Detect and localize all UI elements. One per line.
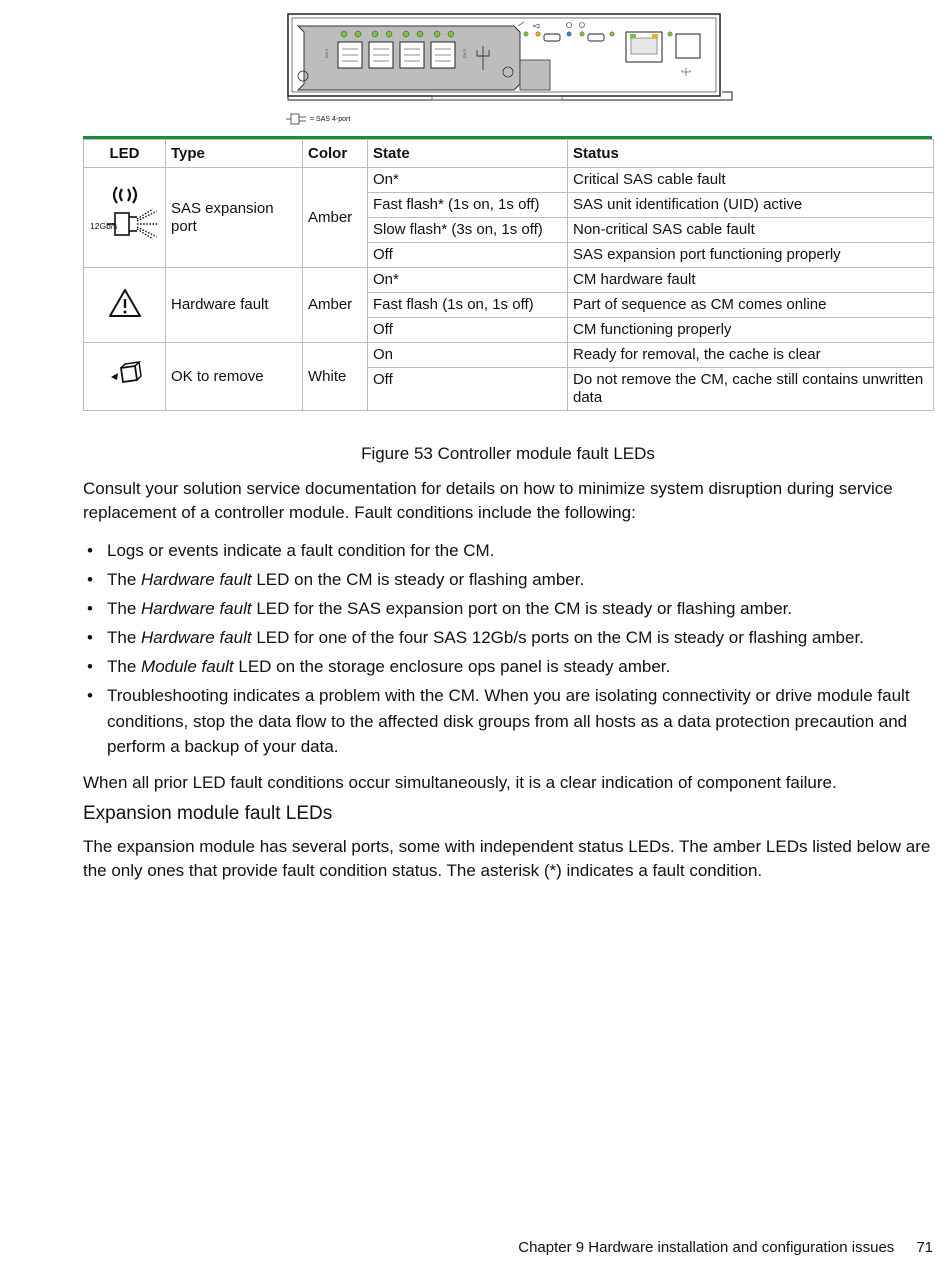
figure-legend: [286, 113, 350, 125]
state-cell: Fast flash* (1s on, 1s off): [368, 193, 568, 218]
status-cell: CM hardware fault: [568, 268, 934, 293]
sas-port-legend-icon: [286, 113, 308, 125]
page-footer: [518, 1239, 933, 1256]
state-cell: Off: [368, 318, 568, 343]
warning-triangle-icon: [107, 287, 143, 319]
status-cell: Part of sequence as CM comes online: [568, 293, 934, 318]
type-cell: Hardware fault: [166, 268, 303, 343]
status-cell: SAS expansion port functioning properly: [568, 243, 934, 268]
section-heading: Expansion module fault LEDs: [83, 803, 333, 824]
type-cell: SAS expansion port: [166, 168, 303, 268]
table-row: [84, 268, 934, 293]
figure-caption: Figure 53 Controller module fault LEDs: [361, 444, 655, 463]
ok-to-remove-icon: [107, 360, 143, 388]
led-icon-cell: [84, 268, 166, 343]
led-icon-cell: [84, 168, 166, 268]
intro-paragraph: Consult your solution service documentation for details on how to minimize system disruption during service replacement of a controller module. Fault conditions include the following:: [83, 479, 893, 522]
list-item: • Logs or events indicate a fault condition for the CM.: [83, 538, 935, 564]
state-cell: Slow flash* (3s on, 1s off): [368, 218, 568, 243]
port-label-ch2: CH 2: [462, 48, 467, 58]
table-header-row: [84, 140, 934, 168]
table-row: [84, 343, 934, 368]
speed-label: 12Gb/s: [90, 221, 118, 231]
type-cell: OK to remove: [166, 343, 303, 411]
status-cell: Ready for removal, the cache is clear: [568, 343, 934, 368]
list-item: • Troubleshooting indicates a problem with the CM. When you are isolating connectivity or drive module fault conditions, stop the data flow to the affected disk groups from all hosts as a data protection precaution and perform a backup of your data.: [83, 683, 935, 760]
fault-conditions-list: [83, 538, 935, 763]
conclusion-paragraph: When all prior LED fault conditions occur simultaneously, it is a clear indication of component failure.: [83, 773, 837, 792]
legend-text: = SAS 4-port: [310, 115, 351, 123]
state-cell: On*: [368, 168, 568, 193]
list-item: • The Hardware fault LED for the SAS expansion port on the CM is steady or flashing amber.: [83, 596, 935, 622]
controller-module-figure: [286, 12, 736, 127]
header-state: State: [368, 140, 568, 168]
status-cell: Do not remove the CM, cache still contains unwritten data: [568, 368, 934, 411]
led-icon-cell: [84, 343, 166, 411]
state-cell: On*: [368, 268, 568, 293]
state-cell: Off: [368, 243, 568, 268]
color-cell: Amber: [303, 168, 368, 268]
list-item: • The Hardware fault LED for one of the four SAS 12Gb/s ports on the CM is steady or flashing amber.: [83, 625, 935, 651]
color-cell: White: [303, 343, 368, 411]
header-type: Type: [166, 140, 303, 168]
status-cell: CM functioning properly: [568, 318, 934, 343]
color-cell: Amber: [303, 268, 368, 343]
state-cell: Fast flash (1s on, 1s off): [368, 293, 568, 318]
footer-chapter: Chapter 9 Hardware installation and configuration issues: [518, 1239, 895, 1256]
page-number: 71: [916, 1239, 933, 1256]
sas-expansion-port-icon: [89, 183, 161, 247]
led-table: [83, 139, 934, 411]
status-cell: SAS unit identification (UID) active: [568, 193, 934, 218]
status-cell: Critical SAS cable fault: [568, 168, 934, 193]
status-cell: Non-critical SAS cable fault: [568, 218, 934, 243]
port-label-ch1: CH 1: [324, 48, 329, 58]
header-status: Status: [568, 140, 934, 168]
table-row: [84, 168, 934, 193]
header-color: Color: [303, 140, 368, 168]
list-item: • The Hardware fault LED on the CM is steady or flashing amber.: [83, 567, 935, 593]
header-led: LED: [84, 140, 166, 168]
state-cell: On: [368, 343, 568, 368]
state-cell: Off: [368, 368, 568, 411]
service-port: [676, 34, 700, 58]
expansion-paragraph: The expansion module has several ports, some with independent status LEDs. The amber LEDs listed below are the only ones that provide fault condition status. The asterisk (*) indicates a fault condition.: [83, 837, 931, 880]
controller-module-illustration: [286, 12, 736, 112]
list-item: • The Module fault LED on the storage enclosure ops panel is steady amber.: [83, 654, 935, 680]
